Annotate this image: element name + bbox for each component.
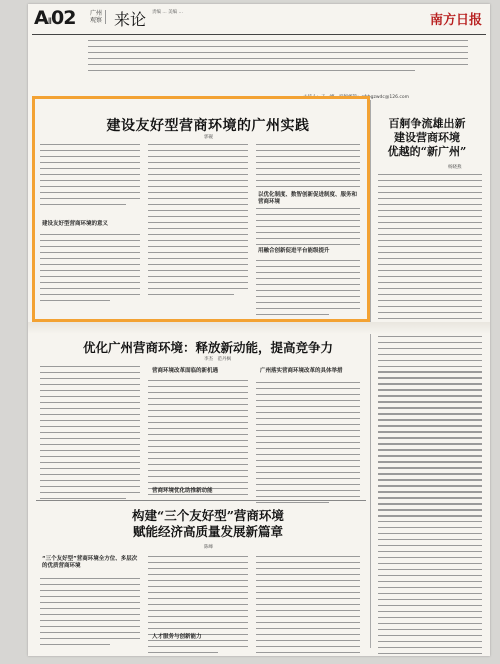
lead-col-1b (40, 234, 140, 306)
lead-subhead: 以优化制度、数智创新促进制度、服务和营商环境 (258, 192, 358, 205)
third-subhead: 人才服务与创新能力 (152, 634, 202, 640)
section-tag-line: 观察 (90, 17, 103, 24)
intro-text (88, 40, 468, 76)
lead-col-2 (148, 144, 248, 300)
lead-subhead: 用融合创新促进平台能级提升 (258, 248, 330, 254)
lead-subhead: 建设友好型营商环境的意义 (42, 221, 109, 227)
third-article-title (58, 508, 358, 540)
lead-col-1 (40, 144, 140, 210)
newspaper-logo: 南方日报 (429, 13, 482, 28)
second-col-3 (256, 382, 360, 508)
lead-col-3c (256, 260, 360, 320)
section-name: 来论 (114, 10, 147, 29)
side-byline: 杨晓燕 (448, 165, 462, 170)
side-title-line: 百舸争流雄出新 (388, 117, 466, 130)
page-sub: II (47, 17, 52, 27)
lead-col-3 (256, 144, 360, 192)
third-title-line: 赋能经济高质量发展新篇章 (132, 524, 283, 539)
second-article-title: 优化广州营商环境：释放新动能，提高竞争力 (82, 340, 333, 355)
lead-col-3b (256, 208, 360, 250)
third-title-line: 构建“三个友好型”营商环境 (132, 508, 284, 523)
second-subhead: 广州落实营商环境改革的具体举措 (260, 368, 343, 374)
article-divider (36, 500, 366, 501)
second-subhead: 营商环境改革面临的新机遇 (152, 368, 219, 374)
lead-byline: 郭砚 (204, 135, 213, 140)
third-col-3 (256, 556, 360, 656)
page-num: 02 (51, 7, 76, 29)
section-tag-line: 广州 (90, 10, 103, 17)
page-number (34, 7, 75, 29)
third-byline: 陈峰 (204, 545, 213, 550)
newspaper-page (28, 4, 490, 656)
third-col-2 (148, 556, 248, 656)
contact-line: 主持人：王一博 投稿邮箱：nfrbgzwdc@126.com (303, 95, 410, 100)
side-title-line: 建设营商环境 (394, 131, 460, 144)
lead-article-title: 建设友好型营商环境的广州实践 (106, 118, 310, 134)
side-col (378, 174, 482, 656)
editors-credit: 责编 ... 美编 ... (152, 10, 183, 15)
section-tag (90, 10, 106, 24)
third-col-1 (40, 578, 140, 650)
page-fold (28, 322, 490, 334)
second-subhead: 营商环境优化助推新动能 (152, 488, 213, 494)
side-article-title (372, 117, 482, 159)
second-col-1 (40, 366, 140, 504)
masthead-rule (32, 34, 486, 35)
column-divider (370, 100, 371, 648)
third-subhead: “三个友好型”营商环境全方位、多层次的优质营商环境 (42, 556, 138, 569)
page-letter: A (34, 7, 48, 29)
second-byline: 李杰 范丹枫 (204, 357, 231, 362)
masthead (28, 4, 490, 34)
side-title-line: 优越的“新广州” (387, 145, 467, 158)
second-col-2 (148, 380, 248, 506)
